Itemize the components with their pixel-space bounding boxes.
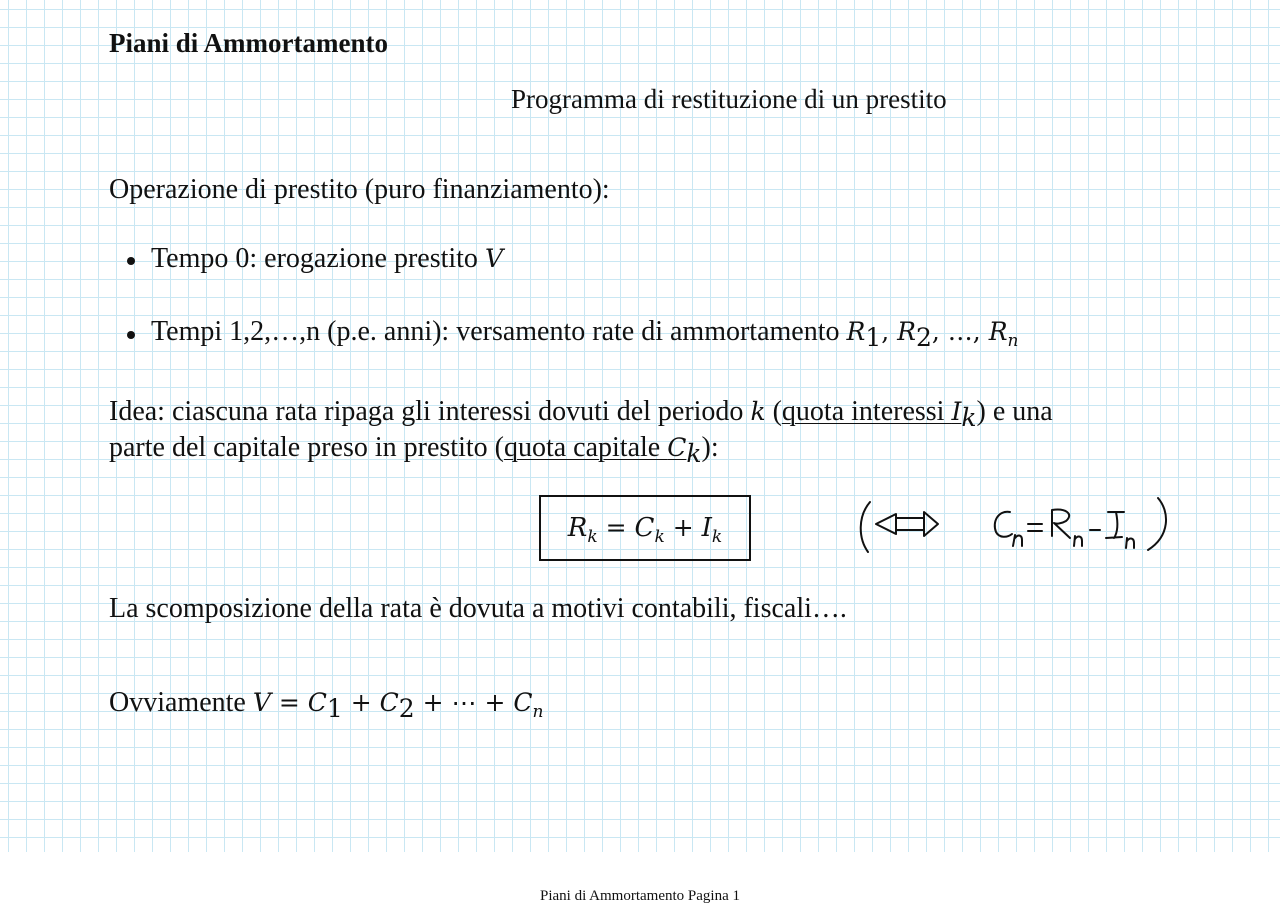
quota-capitale-label: quota capitale: [503, 432, 668, 463]
idea-text: ) e una: [976, 396, 1053, 427]
idea-text: parte del capitale preso in prestito (: [109, 432, 504, 463]
paren-left-stroke: [861, 502, 870, 552]
bullet-item-tempo-0: [151, 243, 503, 275]
hand-sub-n: [1013, 535, 1022, 546]
rates-math: $R_1$, $R_2$, …, $R_n$: [846, 317, 1019, 352]
intro-text: Operazione di prestito (puro finanziamento):: [109, 174, 610, 205]
page-subtitle: Programma di restituzione di un prestito: [511, 84, 947, 114]
hand-c: [995, 512, 1012, 537]
obviously-text: Ovviamente: [109, 687, 253, 718]
quota-interessi-label: quota interessi: [781, 396, 952, 427]
hand-r: [1052, 510, 1070, 538]
quota-capitale: [504, 432, 686, 463]
idea-text: Idea: ciascuna rata ripaga gli interessi dovuti del periodo: [109, 396, 751, 427]
quota-interessi: [782, 396, 961, 427]
sum-formula: $V = C_1 + C_2$ + ⋯ + $C_n$: [252, 688, 544, 723]
decomposition-text: La scomposizione della rata è dovuta a motivi contabili, fiscali….: [109, 593, 847, 624]
page-title: Piani di Ammortamento: [109, 28, 388, 58]
arrow-right-head: [924, 512, 938, 536]
sub-k: k: [686, 439, 702, 468]
var-v: V: [484, 244, 503, 273]
idea-text: ):: [701, 432, 719, 463]
handwritten-note: [852, 488, 1182, 560]
obviously-line: [109, 687, 544, 723]
hand-equals: [1028, 524, 1042, 531]
var-i: I: [951, 397, 962, 426]
arrow-left-head: [876, 514, 896, 534]
hand-sub-n: [1126, 538, 1134, 548]
formula-rk: $R_k = C_k + I_k$: [567, 513, 723, 547]
idea-line-1: [109, 396, 1053, 432]
idea-text: (: [765, 396, 782, 427]
sub-k: k: [961, 403, 977, 432]
bullet-text: Tempi 1,2,…,n (p.e. anni): versamento rate di ammortamento: [151, 316, 847, 347]
var-k: k: [750, 397, 766, 426]
page-footer: Piani di Ammortamento Pagina 1: [540, 888, 740, 904]
arrow-shaft: [896, 518, 924, 530]
paren-right-stroke: [1148, 498, 1166, 550]
bullet-text: Tempo 0: erogazione prestito: [151, 243, 485, 274]
idea-line-2: [109, 432, 719, 468]
bullet-item-tempi: [151, 316, 1019, 352]
bullet-dot: [127, 257, 135, 265]
bullet-dot: [127, 331, 135, 339]
var-c: C: [667, 433, 687, 462]
hand-sub-n: [1074, 536, 1082, 546]
hand-i: [1106, 512, 1124, 538]
formula-box: [539, 495, 751, 561]
